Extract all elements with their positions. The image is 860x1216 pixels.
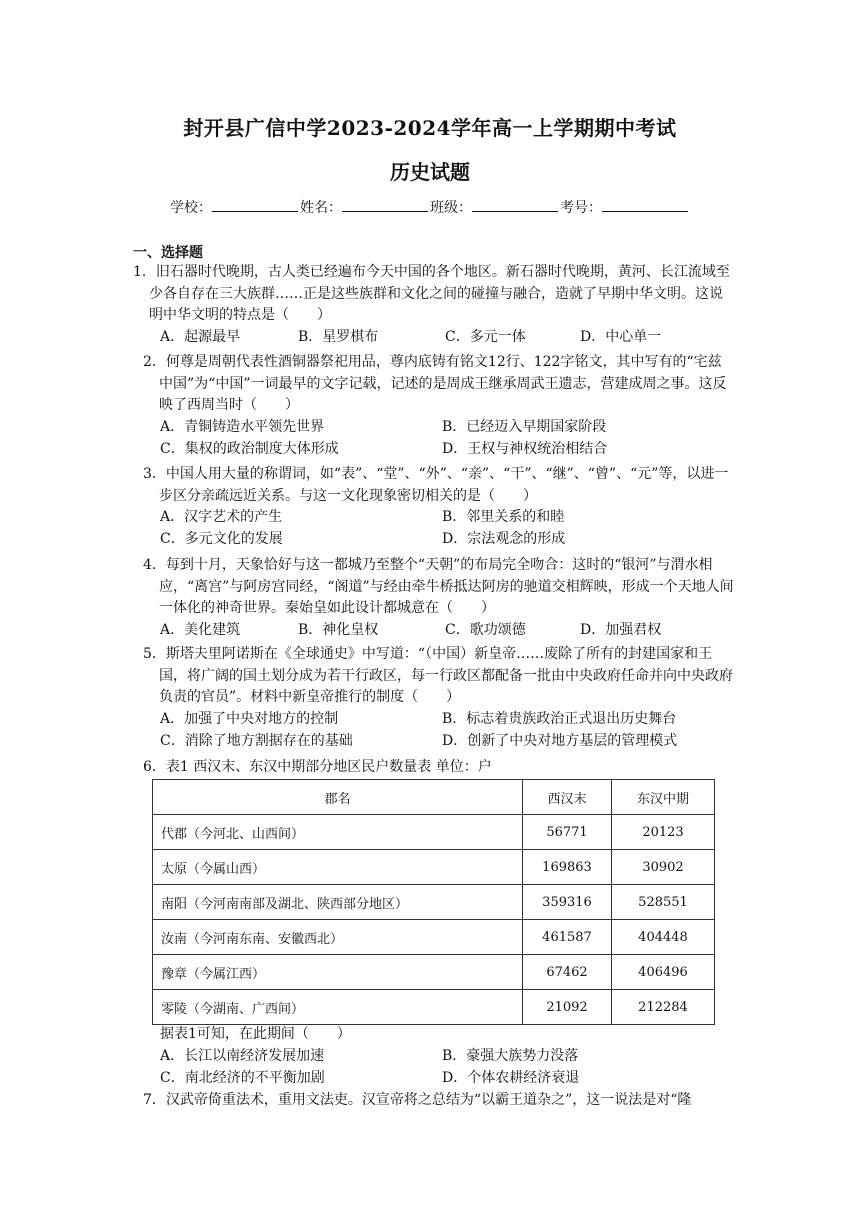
question-options (160, 529, 735, 551)
table-cell: 56771 (523, 815, 612, 850)
table-header-cell: 东汉中期 (612, 780, 715, 815)
option-a[interactable]: A．加强了中央对地方的控制 (160, 710, 339, 727)
option-b[interactable]: B．标志着贵族政治正式退出历史舞台 (442, 710, 677, 727)
question-stem: 何尊是周朝代表性酒铜器祭祀用品，尊内底铸有铭文12行、122字铭文，其中写有的“宅兹中国”为“中国”一词最早的文字记载，记述的是周成王继承周武王遗志，营建成周之事。这反映了西周当时（ ） (159, 354, 727, 413)
option-b[interactable]: B．已经迈入早期国家阶段 (442, 418, 607, 435)
exam-title: 封开县广信中学2023-2024学年高一上学期期中考试 (183, 116, 677, 140)
section-title: 一、选择题 (133, 245, 203, 261)
question-options (160, 731, 735, 753)
class-label: 班级： (430, 200, 472, 216)
table-cell: 212284 (612, 990, 715, 1025)
table-cell: 汝南（今河南东南、安徽西北） (153, 920, 523, 955)
question-stem: 表1 西汉末、东汉中期部分地区民户数量表 单位：户 (165, 759, 492, 775)
question-7 (143, 1090, 743, 1112)
option-a[interactable]: A．美化建筑 (160, 621, 241, 638)
exam-number-label: 考号： (560, 200, 602, 216)
option-a[interactable]: A．起源最早 (160, 328, 241, 345)
class-blank[interactable] (472, 197, 558, 212)
question-options (160, 327, 735, 349)
question-followup: 据表1可知，在此期间（ ） (160, 1026, 351, 1042)
question-stem: 旧石器时代晚期，古人类已经遍布今天中国的各个地区。新石器时代晚期，黄河、长江流域至少各自存在三大族群……正是这些族群和文化之间的碰撞与融合，造就了早期中华文明。这说明中华文明的特点是（ ） (149, 264, 730, 323)
school-label: 学校： (170, 200, 212, 216)
table-cell: 406496 (612, 955, 715, 990)
question-options (160, 1068, 735, 1090)
table-row (153, 885, 715, 920)
option-b[interactable]: B．星罗棋布 (298, 328, 379, 345)
option-c[interactable]: C．集权的政治制度大体形成 (160, 440, 339, 457)
question-options (160, 417, 735, 439)
question-4 (143, 555, 735, 642)
question-number: 6． (143, 759, 166, 775)
question-6-options (160, 1024, 735, 1090)
question-options (160, 709, 735, 731)
option-d[interactable]: D．宗法观念的形成 (442, 531, 566, 547)
table-cell: 359316 (523, 885, 612, 920)
option-a[interactable]: A．青铜铸造水平领先世界 (160, 418, 325, 435)
table-row (153, 850, 715, 885)
option-c[interactable]: C．南北经济的不平衡加剧 (160, 1069, 325, 1086)
question-5 (143, 644, 735, 753)
table-cell: 30902 (612, 850, 715, 885)
question-number: 4． (143, 557, 166, 573)
table-cell: 21092 (523, 990, 612, 1025)
option-c[interactable]: C．多元文化的发展 (160, 531, 283, 547)
table-header-cell: 郡名 (153, 780, 523, 815)
question-options (160, 507, 735, 529)
question-options (160, 620, 735, 642)
option-a[interactable]: A．长江以南经济发展加速 (160, 1047, 325, 1064)
option-c[interactable]: C．消除了地方割据存在的基础 (160, 732, 353, 749)
table-header-cell: 西汉末 (523, 780, 612, 815)
option-c[interactable]: C．多元一体 (445, 328, 526, 345)
household-table (152, 779, 715, 1025)
question-3 (143, 464, 735, 551)
table-row (153, 815, 715, 850)
question-stem: 中国人用大量的称谓词，如“表”、“堂”、“外”、“亲”、“干”、“继”、“曾”、“元”等，以进一步区分亲疏远近关系。与这一文化现象密切相关的是（ ） (159, 466, 729, 504)
option-d[interactable]: D．个体农耕经济衰退 (442, 1069, 580, 1086)
question-number: 2． (143, 354, 166, 370)
table-cell: 南阳（今河南南部及湖北、陕西部分地区） (153, 885, 523, 920)
question-number: 7． (143, 1092, 166, 1108)
table-cell: 404448 (612, 920, 715, 955)
table-cell: 169863 (523, 850, 612, 885)
table-cell: 豫章（今属江西） (153, 955, 523, 990)
table-cell: 528551 (612, 885, 715, 920)
table-cell: 67462 (523, 955, 612, 990)
option-c[interactable]: C．歌功颂德 (445, 621, 526, 638)
question-6 (143, 757, 735, 779)
question-stem: 汉武帝倚重法术，重用文法吏。汉宣帝将之总结为“以霸王道杂之”，这一说法是对“隆 (165, 1092, 692, 1108)
exam-number-blank[interactable] (602, 197, 688, 212)
option-b[interactable]: B．邻里关系的和睦 (442, 509, 565, 525)
question-options (160, 1046, 735, 1068)
exam-subtitle: 历史试题 (390, 160, 470, 184)
table-cell: 20123 (612, 815, 715, 850)
table-cell: 代郡（今河北、山西间） (153, 815, 523, 850)
question-number: 3． (143, 466, 166, 482)
question-number: 5． (143, 646, 166, 662)
option-d[interactable]: D．王权与神权统治相结合 (442, 440, 608, 457)
school-blank[interactable] (212, 197, 298, 212)
option-b[interactable]: B．豪强大族势力没落 (442, 1047, 579, 1064)
name-label: 姓名： (300, 200, 342, 216)
table-header-row (153, 780, 715, 815)
option-d[interactable]: D．中心单一 (580, 328, 662, 345)
student-info-line (0, 197, 860, 217)
question-number: 1． (133, 264, 156, 280)
option-d[interactable]: D．创新了中央对地方基层的管理模式 (442, 732, 678, 749)
table-row (153, 990, 715, 1025)
name-blank[interactable] (342, 197, 428, 212)
table-row (153, 955, 715, 990)
option-d[interactable]: D．加强君权 (580, 621, 662, 638)
question-1 (133, 262, 735, 349)
table-cell: 太原（今属山西） (153, 850, 523, 885)
option-a[interactable]: A．汉字艺术的产生 (160, 509, 283, 525)
question-options (160, 439, 735, 461)
table-cell: 461587 (523, 920, 612, 955)
table-row (153, 920, 715, 955)
option-b[interactable]: B．神化皇权 (298, 621, 379, 638)
question-2 (143, 352, 735, 461)
question-stem: 斯塔夫里阿诺斯在《全球通史》中写道：“（中国）新皇帝……废除了所有的封建国家和王国，将广阔的国土划分成为若干行政区，每一行政区都配备一批由中央政府任命并向中央政府负责的官员”。材料中新皇帝推行的制度（ ） (159, 646, 733, 705)
table-cell: 零陵（今湖南、广西间） (153, 990, 523, 1025)
question-stem: 每到十月，天象恰好与这一都城乃至整个“天朝”的布局完全吻合：这时的“银河”与渭水相应，“离宫”与阿房宫同经，“阁道”与经由牵牛桥抵达阿房的驰道交相辉映，形成一个天地人间一体化的神奇世界。秦始皇如此设计都城意在（ ） (159, 557, 734, 616)
